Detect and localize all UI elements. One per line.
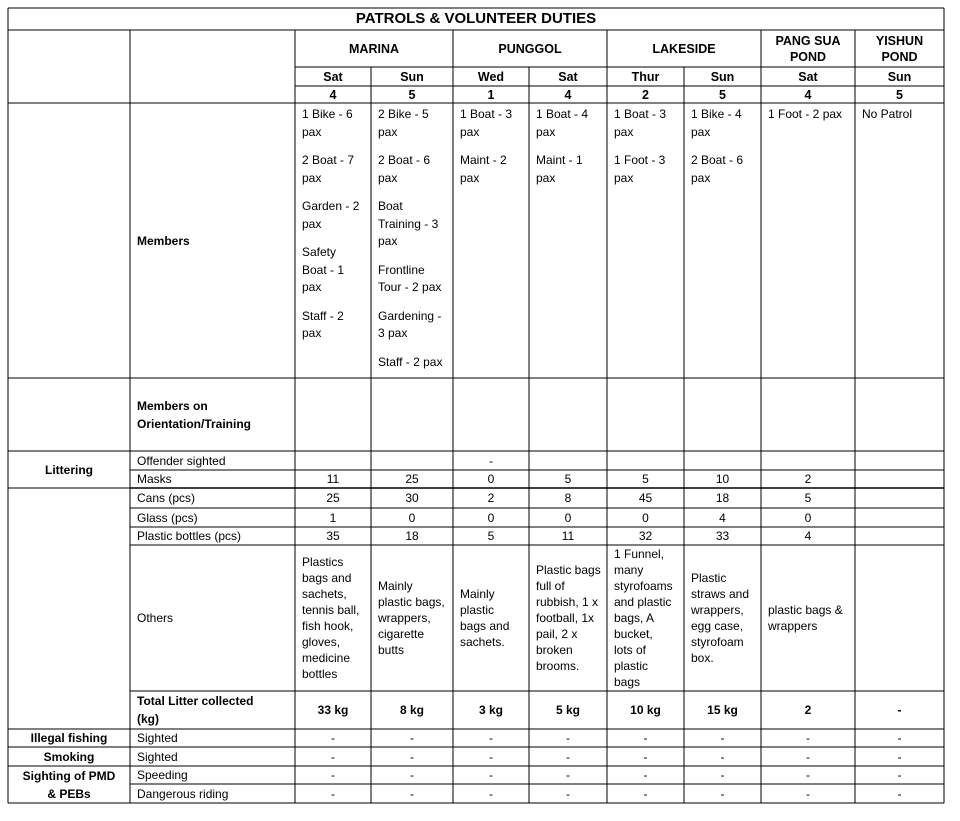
day-header: Sun — [710, 69, 735, 84]
members-entry: 1 Boat - 4 pax — [536, 107, 589, 139]
row-label-cans: Cans (pcs) — [137, 491, 196, 505]
members-entry: 1 Foot - 2 pax — [768, 107, 843, 121]
others-value: Plastic straws and wrappers, egg case, styrofoam box. — [691, 571, 750, 665]
dangerous-value: - — [566, 786, 570, 801]
fishing_sighted-value: - — [720, 731, 725, 745]
members-entry: Gardening - 3 pax — [378, 308, 442, 340]
masks-value: 11 — [326, 472, 340, 486]
day-header: Thur — [631, 69, 660, 84]
masks-value: 5 — [642, 472, 649, 486]
members-entry: 1 Boat - 3 pax — [614, 107, 667, 139]
members-entry: Safety Boat - 1 pax — [302, 245, 345, 294]
members-entry: No Patrol — [862, 107, 913, 121]
row-label-smoking-sighted: Sighted — [137, 749, 178, 764]
row-label-dangerous: Dangerous riding — [137, 786, 229, 801]
plastic-value: 32 — [638, 529, 653, 543]
masks-value: 25 — [405, 472, 419, 486]
total-value: 15 kg — [707, 703, 738, 717]
smoking_sighted-value: - — [806, 749, 810, 764]
dangerous-value: - — [806, 786, 810, 801]
cans-value: 8 — [564, 491, 572, 505]
plastic-value: 18 — [405, 529, 419, 543]
row-label-others: Others — [137, 611, 174, 625]
dangerous-value: - — [897, 786, 902, 801]
speeding-value: - — [489, 768, 493, 782]
members-entry: Garden - 2 pax — [302, 199, 360, 231]
cans-value: 30 — [405, 491, 419, 505]
cans-value: 5 — [804, 491, 812, 505]
row-label-masks: Masks — [137, 472, 172, 486]
cans-value: 2 — [487, 491, 495, 505]
members-entry: Maint - 1 pax — [536, 153, 583, 185]
masks-value: 10 — [715, 472, 730, 486]
members-entry: Staff - 2 pax — [378, 354, 443, 369]
day-header: Sat — [323, 69, 343, 84]
fishing_sighted-value: - — [566, 731, 570, 745]
dangerous-value: - — [331, 786, 335, 801]
fishing_sighted-value: - — [643, 731, 648, 745]
date-header: 5 — [719, 87, 726, 102]
total-value: 5 kg — [555, 703, 580, 717]
others-value: Plastic bags full of rubbish, 1 x football, 1x pail, 2 x broken brooms. — [536, 563, 601, 673]
speeding-value: - — [806, 768, 810, 782]
location-header: YISHUN POND — [875, 33, 924, 64]
day-header: Sat — [558, 69, 578, 84]
dangerous-value: - — [643, 786, 648, 801]
glass-value: 4 — [719, 510, 726, 525]
fishing_sighted-value: - — [331, 731, 335, 745]
date-header: 1 — [487, 87, 495, 102]
day-header: Wed — [477, 69, 505, 84]
speeding-value: - — [566, 768, 570, 782]
date-header: 4 — [564, 87, 572, 102]
plastic-value: 33 — [715, 529, 730, 543]
speeding-value: - — [410, 768, 414, 782]
smoking_sighted-value: - — [643, 749, 648, 764]
cans-value: 45 — [638, 491, 653, 505]
offender-value: - — [489, 453, 493, 468]
members-entry: 1 Bike - 4 pax — [691, 107, 742, 139]
dangerous-value: - — [410, 786, 414, 801]
others-value: 1 Funnel, many styrofoams and plastic bags, A bucket, lots of plastic bags — [614, 547, 673, 689]
glass-value: 0 — [804, 510, 812, 525]
page-title: PATROLS & VOLUNTEER DUTIES — [355, 10, 597, 27]
speeding-value: - — [720, 768, 725, 782]
row-label-glass: Glass (pcs) — [137, 510, 198, 525]
row-label-plastic: Plastic bottles (pcs) — [137, 529, 242, 543]
others-value: plastic bags & wrappers — [768, 603, 843, 633]
group-label-smoking: Smoking — [43, 749, 95, 764]
row-label-fishing-sighted: Sighted — [137, 731, 178, 745]
members-entry: Boat Training - 3 pax — [378, 199, 439, 248]
group-label-fishing: Illegal fishing — [30, 731, 108, 745]
masks-value: 0 — [487, 472, 495, 486]
speeding-value: - — [331, 768, 335, 782]
glass-value: 0 — [564, 510, 572, 525]
smoking_sighted-value: - — [410, 749, 414, 764]
date-header: 5 — [408, 87, 416, 102]
glass-value: 0 — [408, 510, 416, 525]
members-entry: Frontline Tour - 2 pax — [378, 262, 442, 294]
members-entry: 1 Foot - 3 pax — [614, 153, 666, 185]
plastic-value: 5 — [487, 529, 495, 543]
members-entry: 2 Bike - 5 pax — [378, 107, 429, 139]
masks-value: 2 — [804, 472, 812, 486]
plastic-value: 4 — [804, 529, 812, 543]
row-label-orientation: Members on Orientation/Training — [137, 398, 252, 431]
smoking_sighted-value: - — [331, 749, 335, 764]
fishing_sighted-value: - — [410, 731, 414, 745]
day-header: Sat — [798, 69, 818, 84]
cans-value: 18 — [715, 491, 730, 505]
group-label-littering: Littering — [45, 462, 93, 477]
speeding-value: - — [897, 768, 902, 782]
others-value: Plastics bags and sachets, tennis ball, fish hook, gloves, medicine bottles — [302, 555, 360, 681]
members-entry: 2 Boat - 6 pax — [378, 153, 431, 185]
plastic-value: 35 — [326, 529, 340, 543]
glass-value: 0 — [642, 510, 649, 525]
fishing_sighted-value: - — [897, 731, 902, 745]
day-header: Sun — [400, 69, 424, 84]
row-label-total: Total Litter collected (kg) — [137, 694, 254, 726]
members-entry: 1 Bike - 6 pax — [302, 107, 353, 139]
smoking_sighted-value: - — [720, 749, 725, 764]
others-value: Mainly plastic bags, wrappers, cigarette butts — [378, 579, 445, 657]
total-value: 10 kg — [630, 703, 661, 717]
date-header: 4 — [804, 87, 812, 102]
row-label-offender: Offender sighted — [137, 453, 226, 468]
smoking_sighted-value: - — [566, 749, 570, 764]
members-entry: Staff - 2 pax — [302, 308, 344, 340]
row-label-members: Members — [137, 233, 190, 248]
masks-value: 5 — [564, 472, 572, 486]
total-value: 2 — [804, 703, 812, 717]
cans-value: 25 — [326, 491, 340, 505]
dangerous-value: - — [489, 786, 493, 801]
total-value: - — [897, 703, 902, 717]
fishing_sighted-value: - — [489, 731, 493, 745]
glass-value: 0 — [487, 510, 495, 525]
smoking_sighted-value: - — [489, 749, 493, 764]
fishing_sighted-value: - — [806, 731, 810, 745]
others-value: Mainly plastic bags and sachets. — [460, 587, 510, 649]
date-header: 4 — [329, 87, 337, 102]
location-header: LAKESIDE — [652, 41, 716, 56]
members-entry: 2 Boat - 7 pax — [302, 153, 355, 185]
glass-value: 1 — [329, 510, 337, 525]
dangerous-value: - — [720, 786, 725, 801]
members-entry: 2 Boat - 6 pax — [691, 153, 744, 185]
row-label-speeding: Speeding — [137, 768, 188, 782]
day-header: Sun — [887, 69, 912, 84]
location-header: PANG SUA POND — [775, 33, 841, 64]
smoking_sighted-value: - — [897, 749, 902, 764]
members-entry: Maint - 2 pax — [460, 153, 507, 185]
members-entry: 1 Boat - 3 pax — [460, 107, 513, 139]
plastic-value: 11 — [561, 529, 575, 543]
total-value: 33 kg — [317, 703, 349, 717]
total-value: 3 kg — [478, 703, 503, 717]
date-header: 5 — [896, 87, 903, 102]
group-label-pmd: Sighting of PMD & PEBs — [22, 768, 116, 801]
date-header: 2 — [642, 87, 649, 102]
total-value: 8 kg — [399, 703, 424, 717]
location-header: MARINA — [349, 41, 399, 56]
location-header: PUNGGOL — [498, 41, 562, 56]
speeding-value: - — [643, 768, 648, 782]
